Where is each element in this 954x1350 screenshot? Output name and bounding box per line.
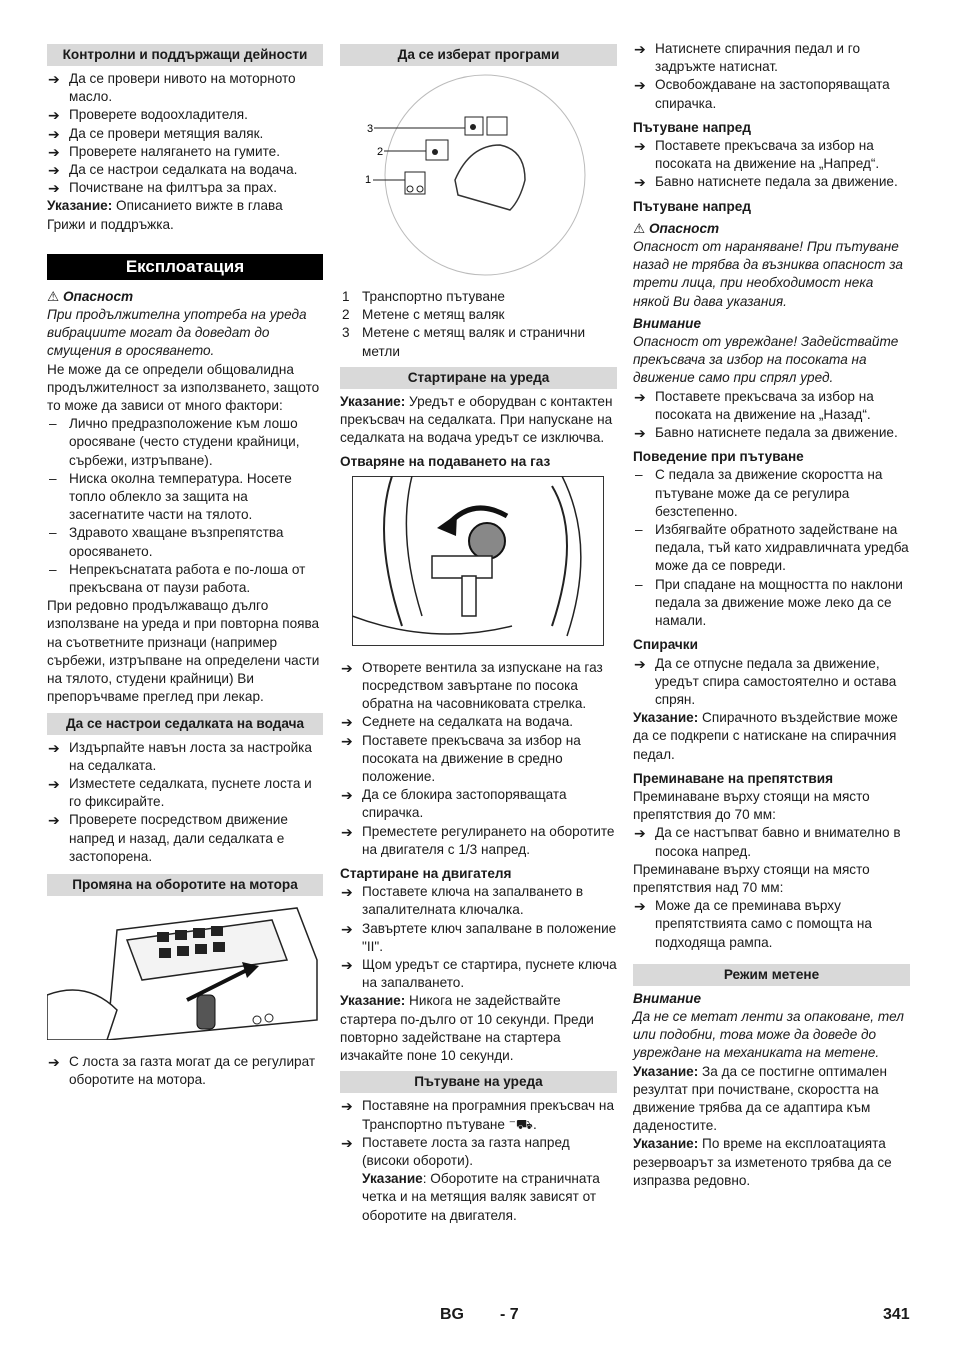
caution-text: Опасност от увреждане! Задействайте прекъсвача за избор на посоката на движение само при спрял уред. [633,334,899,386]
list-text: Транспортно пътуване [362,289,505,304]
list-item: ➔ Поставете прекъсвача за избор на посоката на движение на „Напред“. [633,137,910,173]
list-item: – Непрекъснатата работа е по-лоша от прекъсвана от паузи работа. [47,561,323,597]
warning-icon: ⚠ [633,220,646,236]
list-item: ➔ Бавно натиснете педала за движение. [633,173,910,191]
list-item: ➔ Натиснете спирачния педал и го задръжте натиснат. [633,40,910,76]
list-item: ➔ Поставете лоста за газта напред (високи обороти). [340,1134,617,1170]
list-item: ➔ Преместете регулирането на оборотите на двигателя с 1/3 напред. [340,823,617,859]
drive-list [340,1097,617,1170]
list-item: ➔ Поставете прекъсвача за избор на посоката на движение на „Назад“. [633,388,910,424]
obstacles-text-2: Преминаване върху стоящи на място препятствия над 70 мм: [633,861,870,895]
list-item: ➔ Проверете посредством движение напред и назад, дали седалката е застопорена. [47,811,323,866]
list-item: ➔ Седнете на седалката на водача. [340,713,617,731]
danger-label-text: Опасност [648,220,720,236]
forward-list [633,137,910,192]
start-heading: Стартиране на уреда [340,367,617,389]
list-item [340,288,617,306]
sweep-caution-label: Внимание [633,990,702,1006]
list-text: Поставяне на програмния прекъсвач на Транспортно пътуване [362,1098,615,1132]
note-text: За да се постигне оптимален резултат при почистване, скоростта на движение трябва да се адаптира към даденостите. [633,1063,887,1134]
warning-icon: ⚠ [47,288,60,304]
list-item: – С педала за движение скоростта на пътуване може да се регулира безстепенно. [633,466,910,521]
note-text: : Оборотите на страничната четка и на метящия валяк зависят от оборотите на двигателя. [362,1171,600,1223]
note-label: Указание: [633,710,699,726]
note-label: Указание: [633,1063,699,1079]
danger-label [47,288,323,306]
list-item: ➔ Да се блокира застопоряващата спирачка. [340,786,617,822]
list-item: ➔ Завъртете ключ запалване в положение "II". [340,920,617,956]
forward2-subheading: Пътуване напред [633,198,751,214]
list-item: ➔ Бавно натиснете педала за движение. [633,424,910,442]
list-item: – Избягвайте обратното задействане на педала, тъй като хидравличната уредба може да се повреди. [633,521,910,576]
brakes-note [633,709,910,764]
note-label: Указание: [633,1136,699,1152]
danger-body: Не може да се определи общовалидна продължителност за използването, защото то може да зависи от много фактори: [47,361,320,414]
note-text: Никога не задействайте стартера по-дълго от 10 секунди. Преди повторно задействане на стартера изчакайте поне 10 секунди. [340,993,594,1064]
list-item: – Лично предразположение към лошо оросяване (често студени крайници, сърбежи, изтръпване). [47,415,323,470]
note-label: Указание: [47,198,113,214]
sweep-note-1 [633,1063,910,1136]
reverse-list [633,388,910,443]
list-item: – Ниска околна температура. Носете топло облекло за защита на засегнатите части на тялото. [47,470,323,525]
column-1 [47,44,323,1090]
obstacles-subheading: Преминаване на препятствия [633,770,834,786]
engine-subheading: Стартиране на двигателя [340,866,512,882]
caution-label: Внимание [633,315,702,331]
danger-label [633,220,910,238]
list-number: 1 [342,289,350,304]
list-item: ➔ Да се настъпват бавно и внимателно в посока напред. [633,824,910,860]
sweep-heading: Режим метене [633,964,910,986]
danger-text: Опасност от нараняване! При пътуване назад не трябва да възниква опасност за трети лица, при необходимост нека някой Ви дава указания. [633,239,903,309]
sweep-caution-text: Да не се метат ленти за опаковане, тел или подобни, това може да доведе до увреждане на механиката на метене. [633,1008,904,1061]
obstacles-list-2 [633,897,910,952]
behavior-list [633,466,910,630]
factors-list [47,415,323,597]
list-number: 2 [342,307,350,323]
list-item: ➔ Проверете налягането на гумите. [47,143,323,161]
column-2 [340,44,617,1225]
sweep-note-2 [633,1135,910,1190]
engine-note [340,992,617,1065]
gas-valve-illustration [340,476,617,651]
footer-language: BG [440,1306,464,1323]
list-item: ➔ Издърпайте навън лоста за настройка на седалката. [47,739,323,775]
seat-list [47,739,323,866]
list-item: ➔ Отворете вентила за изпускане на газ посредством завъртане по посока обратна на часовниковата стрелка. [340,659,617,714]
engine-list [340,883,617,992]
note-text: Уредът е оборудван с контактен прекъсвач на седалката. При напускане на седалката на водача уредът се изключва. [340,393,613,446]
gas-subheading: Отваряне на подаването на газ [340,454,551,470]
list-item: ➔ Изместете седалката, пуснете лоста и го фиксирайте. [47,775,323,811]
list-item: ➔ С лоста за газта могат да се регулират оборотите на мотора. [47,1053,323,1089]
list-item: ➔ Да се настрои седалката на водача. [47,161,323,179]
note-text: Спирачното въздействие може да се подкрепи с натискане на спирачния педал. [633,710,898,762]
start-note [340,393,617,448]
obstacles-text-1: Преминаване върху стоящи на място препятствия до 70 мм: [633,788,870,823]
programs-heading: Да се изберат програми [340,44,617,66]
dial-label-2: 2 [377,146,384,158]
list-item: ➔ Проверете водоохладителя. [47,106,323,124]
danger-label-text: Опасност [62,288,134,304]
doctor-text: При редовно продължаващо дълго използване на уреда и при повторна поява на съответните признаци (например сърбежи, изтръпване на определени части на тялото, студени крайници) Ви препоръчваме преглед при лекар. [47,598,320,705]
programs-list [340,288,617,361]
list-item: ➔ Поставяне на програмния прекъсвач на Транспортно пътуване ⁻⛟. [340,1097,617,1133]
brakes-list [633,655,910,710]
list-item: – При спадане на мощността по наклони педала за движение може леко да се намали. [633,576,910,631]
list-text: Метене с метящ валяк [362,307,505,323]
gas-list [340,659,617,859]
note-label: Указание: [340,393,406,409]
list-text: Метене с метящ валяк и странични метли [362,325,586,359]
behavior-subheading: Поведение при пътуване [633,449,804,465]
dial-label-3: 3 [367,123,374,135]
list-item [340,324,617,360]
list-item: ➔ Да се провери нивото на моторното масло. [47,70,323,106]
brakes-subheading: Спирачки [633,637,698,653]
list-item: ➔ Почистване на филтъра за прах. [47,179,323,197]
list-item: ➔ Да се отпусне педала за движение, уредът спира самостоятелно и остава спрян. [633,655,910,710]
list-item: ➔ Поставете прекъсвача за избор на посоката на движение в средно положение. [340,732,617,787]
throttle-illustration [47,900,323,1045]
footer-page-local: - 7 [500,1306,519,1323]
maintenance-list [47,70,323,197]
drive-heading: Пътуване на уреда [340,1071,617,1093]
operation-heading: Експлоатация [47,254,323,280]
rpm-list [47,1053,323,1089]
list-item: ➔ Може да се преминава върху препятствията само с помощта на подходяща рампа. [633,897,910,952]
column-3 [633,40,910,1190]
forward-subheading: Пътуване напред [633,119,751,135]
danger-text: При продължителна употреба на уреда вибрациите могат да доведат до смущения в оросяването. [47,307,307,359]
note-label: Указание: [340,993,406,1009]
obstacles-list-1 [633,824,910,860]
drive-note [340,1170,617,1225]
maintenance-note [47,197,323,233]
footer-page-number: 341 [883,1306,910,1323]
transport-icon: ⁻⛟ [508,1116,534,1132]
list-item: – Здравото хващане възпрепятства оросяването. [47,524,323,560]
list-item: ➔ Да се провери метящия валяк. [47,125,323,143]
dial-label-1: 1 [365,174,372,186]
list-item: ➔ Поставете ключа на запалването в запалителната ключалка. [340,883,617,919]
note-text: По време на експлоатацията резервоарът за изметеното трябва да се изпразва редовно. [633,1136,892,1188]
list-item: ➔ Щом уредът се стартира, пуснете ключа на запалването. [340,956,617,992]
list-item [340,306,617,324]
brake-list [633,40,910,113]
maintenance-heading: Контролни и поддържащи дейности [47,44,323,66]
rpm-heading: Промяна на оборотите на мотора [47,874,323,896]
list-number: 3 [342,325,350,341]
note-text: Описанието вижте в глава Грижи и поддръжка. [47,198,283,232]
seat-heading: Да се настрои седалката на водача [47,713,323,735]
list-item: ➔ Освобождаване на застопоряващата спирачка. [633,76,910,112]
note-label: Указание [362,1171,423,1187]
program-dial-illustration [340,70,617,280]
